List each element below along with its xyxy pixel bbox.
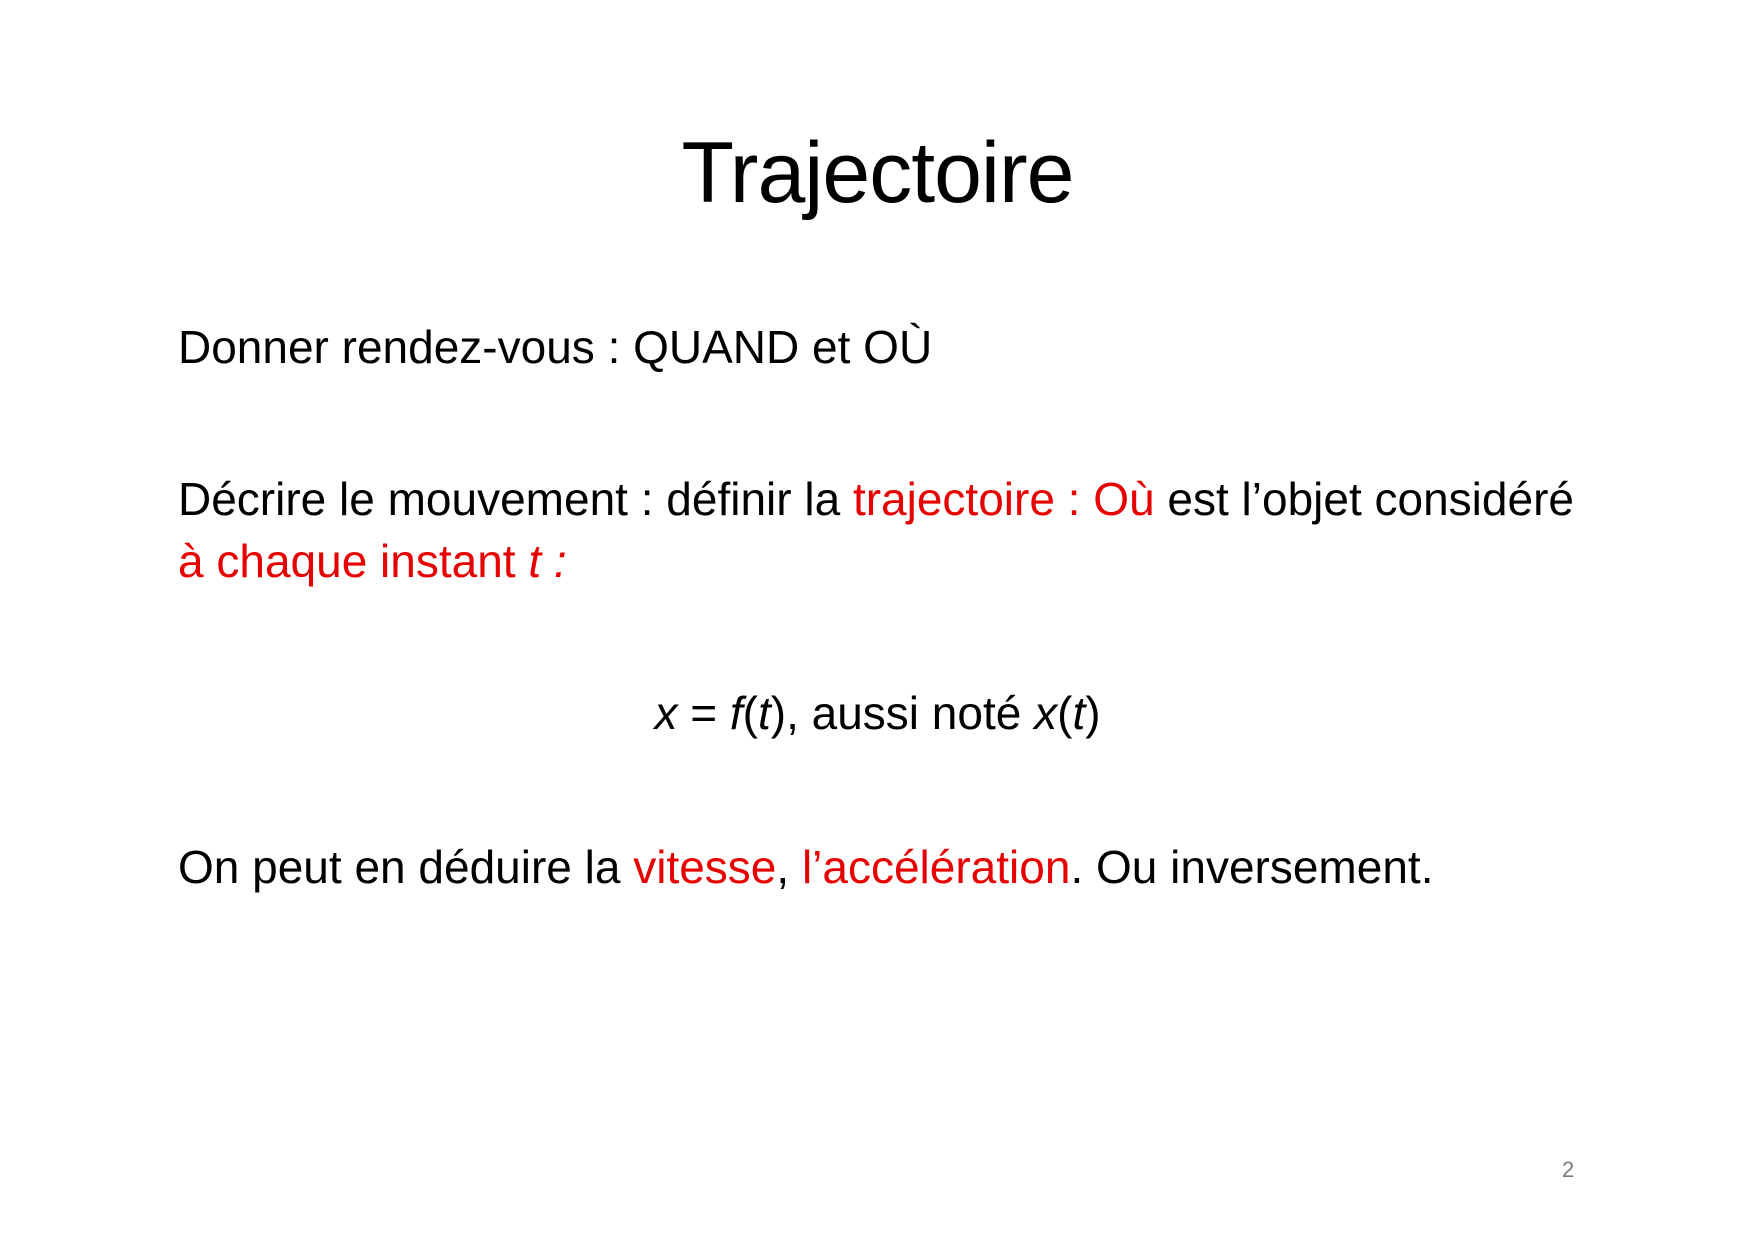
var-t: t (757, 687, 771, 739)
paren-open: ( (1057, 687, 1073, 739)
page-number: 2 (1562, 1157, 1575, 1182)
equation-text: ), aussi noté (770, 687, 1035, 739)
highlight-acceleration: l’accélération (801, 841, 1071, 893)
highlight-t-variable: t : (528, 535, 567, 587)
paren-close: ) (1085, 687, 1101, 739)
highlight-trajectoire: trajectoire : Où (852, 473, 1155, 525)
var-x: x (654, 687, 678, 739)
var-x: x (1034, 687, 1058, 739)
text-segment: On peut en déduire la (178, 841, 634, 893)
equals-sign: = (677, 687, 730, 739)
paragraph-trajectoire (178, 468, 1598, 592)
text-segment: Décrire le mouvement : définir la (178, 473, 853, 525)
text-segment: . Ou inversement. (1070, 841, 1434, 893)
paragraph-rendez-vous: Donner rendez-vous : QUAND et OÙ (178, 321, 933, 373)
var-f: f (729, 687, 743, 739)
highlight-instant: à chaque instant (178, 535, 529, 587)
highlight-vitesse: vitesse (633, 841, 777, 893)
text-segment: est l’objet considéré (1154, 473, 1574, 525)
paragraph-vitesse (178, 836, 1598, 898)
equation (0, 682, 1755, 744)
text-segment: , (776, 841, 802, 893)
slide-title: Trajectoire (681, 125, 1074, 221)
var-t: t (1072, 687, 1086, 739)
paren-open: ( (742, 687, 758, 739)
